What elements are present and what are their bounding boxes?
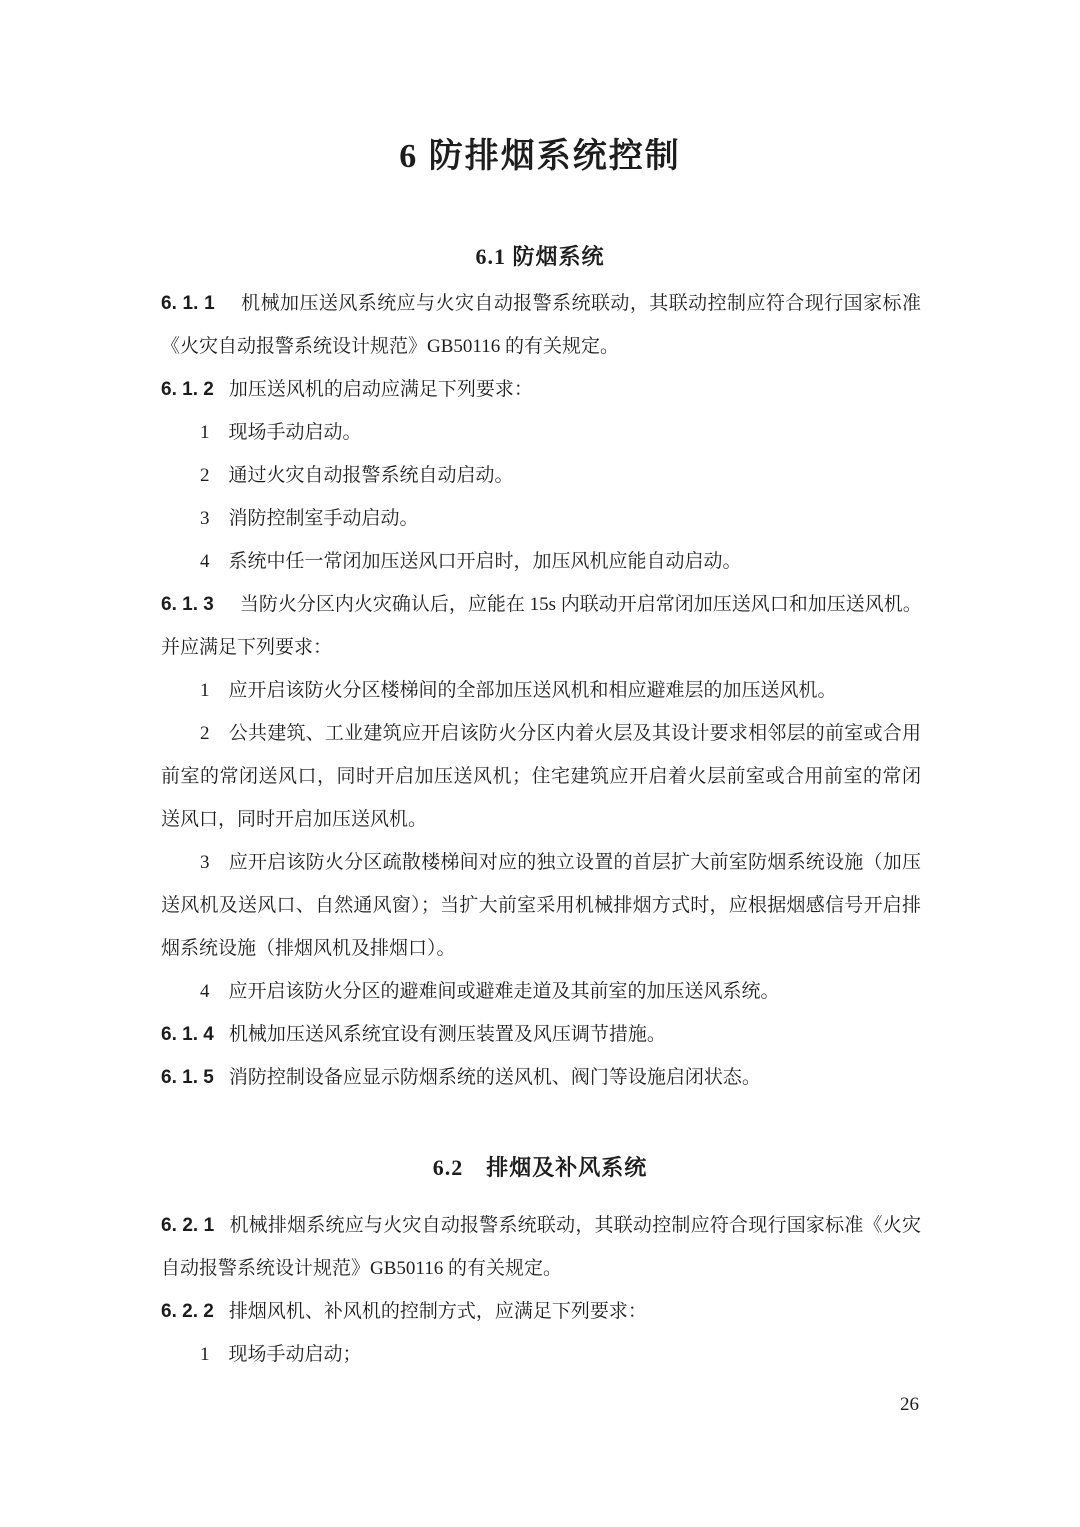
list-item-line — [161, 841, 921, 884]
line-text: 现场手动启动。 — [228, 422, 362, 443]
line-text: 公共建筑、工业建筑应开启该防火分区内着火层及其设计要求相邻层的前室或合用 — [228, 723, 921, 744]
line-text: 应开启该防火分区的避难间或避难走道及其前室的加压送风系统。 — [228, 981, 780, 1002]
continuation-line — [161, 884, 921, 927]
page-number: 26 — [900, 1394, 919, 1415]
line-text: 并应满足下列要求： — [161, 637, 333, 658]
section-body-6-2 — [161, 1204, 921, 1376]
continuation-line — [161, 626, 921, 669]
line-text: 排烟风机、补风机的控制方式，应满足下列要求： — [228, 1301, 647, 1322]
page-title: 6 防排烟系统控制 — [399, 138, 681, 175]
clause-number: 6. 2. 1 — [161, 1215, 215, 1236]
line-text: 现场手动启动； — [228, 1344, 362, 1365]
continuation-line — [161, 927, 921, 970]
list-item-line — [161, 411, 921, 454]
list-item-line — [161, 540, 921, 583]
continuation-line — [161, 1247, 921, 1290]
list-item-line — [161, 454, 921, 497]
continuation-line — [161, 798, 921, 841]
list-item-line — [161, 712, 921, 755]
section-heading-6-2: 6.2 排烟及补风系统 — [432, 1155, 648, 1180]
clause-line — [161, 282, 921, 325]
clause-number: 6. 2. 2 — [161, 1301, 214, 1322]
list-item-line — [161, 1333, 921, 1376]
list-item-number: 2 — [200, 723, 210, 744]
line-text: 消防控制设备应显示防烟系统的送风机、阀门等设施启闭状态。 — [228, 1067, 761, 1088]
line-text: 消防控制室手动启动。 — [228, 508, 419, 529]
clause-line — [161, 368, 921, 411]
line-text: 机械排烟系统应与火灾自动报警系统联动，其联动控制应符合现行国家标准《火灾 — [229, 1215, 921, 1236]
section-body-6-1 — [161, 282, 921, 1099]
line-text: 应开启该防火分区楼梯间的全部加压送风机和相应避难层的加压送风机。 — [228, 680, 837, 701]
continuation-line — [161, 755, 921, 798]
clause-line — [161, 583, 921, 626]
clause-number: 6. 1. 3 — [161, 594, 214, 615]
line-text: 自动报警系统设计规范》GB50116 的有关规定。 — [161, 1258, 562, 1279]
line-text: 系统中任一常闭加压送风口开启时，加压风机应能自动启动。 — [228, 551, 742, 572]
line-text: 送风机及送风口、自然通风窗）；当扩大前室采用机械排烟方式时，应根据烟感信号开启排 — [161, 895, 921, 916]
line-text: 当防火分区内火灾确认后，应能在 15s 内联动开启常闭加压送风口和加压送风机。 — [239, 594, 922, 615]
clause-line — [161, 1204, 921, 1247]
clause-line — [161, 1056, 921, 1099]
list-item-line — [161, 669, 921, 712]
list-item-number: 3 — [200, 852, 210, 873]
clause-number: 6. 1. 5 — [161, 1067, 214, 1088]
list-item-number: 4 — [200, 981, 210, 1002]
section-heading-6-1: 6.1 防烟系统 — [475, 244, 605, 269]
line-text: 《火灾自动报警系统设计规范》GB50116 的有关规定。 — [161, 336, 619, 357]
list-item-number: 2 — [200, 465, 210, 486]
line-text: 前室的常闭送风口，同时开启加压送风机；住宅建筑应开启着火层前室或合用前室的常闭 — [161, 766, 921, 787]
list-item-number: 1 — [200, 1344, 210, 1365]
list-item-number: 4 — [200, 551, 210, 572]
list-item-number: 3 — [200, 508, 210, 529]
clause-line — [161, 1290, 921, 1333]
line-text: 烟系统设施（排烟风机及排烟口）。 — [161, 938, 456, 959]
line-text: 机械加压送风系统应与火灾自动报警系统联动，其联动控制应符合现行国家标准 — [240, 293, 921, 314]
line-text: 应开启该防火分区疏散楼梯间对应的独立设置的首层扩大前室防烟系统设施（加压 — [228, 852, 921, 873]
line-text: 加压送风机的启动应满足下列要求： — [228, 379, 533, 400]
list-item-number: 1 — [200, 422, 210, 443]
continuation-line — [161, 325, 921, 368]
clause-line — [161, 1013, 921, 1056]
clause-number: 6. 1. 4 — [161, 1024, 214, 1045]
list-item-line — [161, 970, 921, 1013]
line-text: 送风口，同时开启加压送风机。 — [161, 809, 428, 830]
list-item-line — [161, 497, 921, 540]
clause-number: 6. 1. 2 — [161, 379, 214, 400]
list-item-number: 1 — [200, 680, 210, 701]
clause-number: 6. 1. 1 — [161, 293, 215, 314]
line-text: 机械加压送风系统宜设有测压装置及风压调节措施。 — [228, 1024, 666, 1045]
line-text: 通过火灾自动报警系统自动启动。 — [228, 465, 514, 486]
